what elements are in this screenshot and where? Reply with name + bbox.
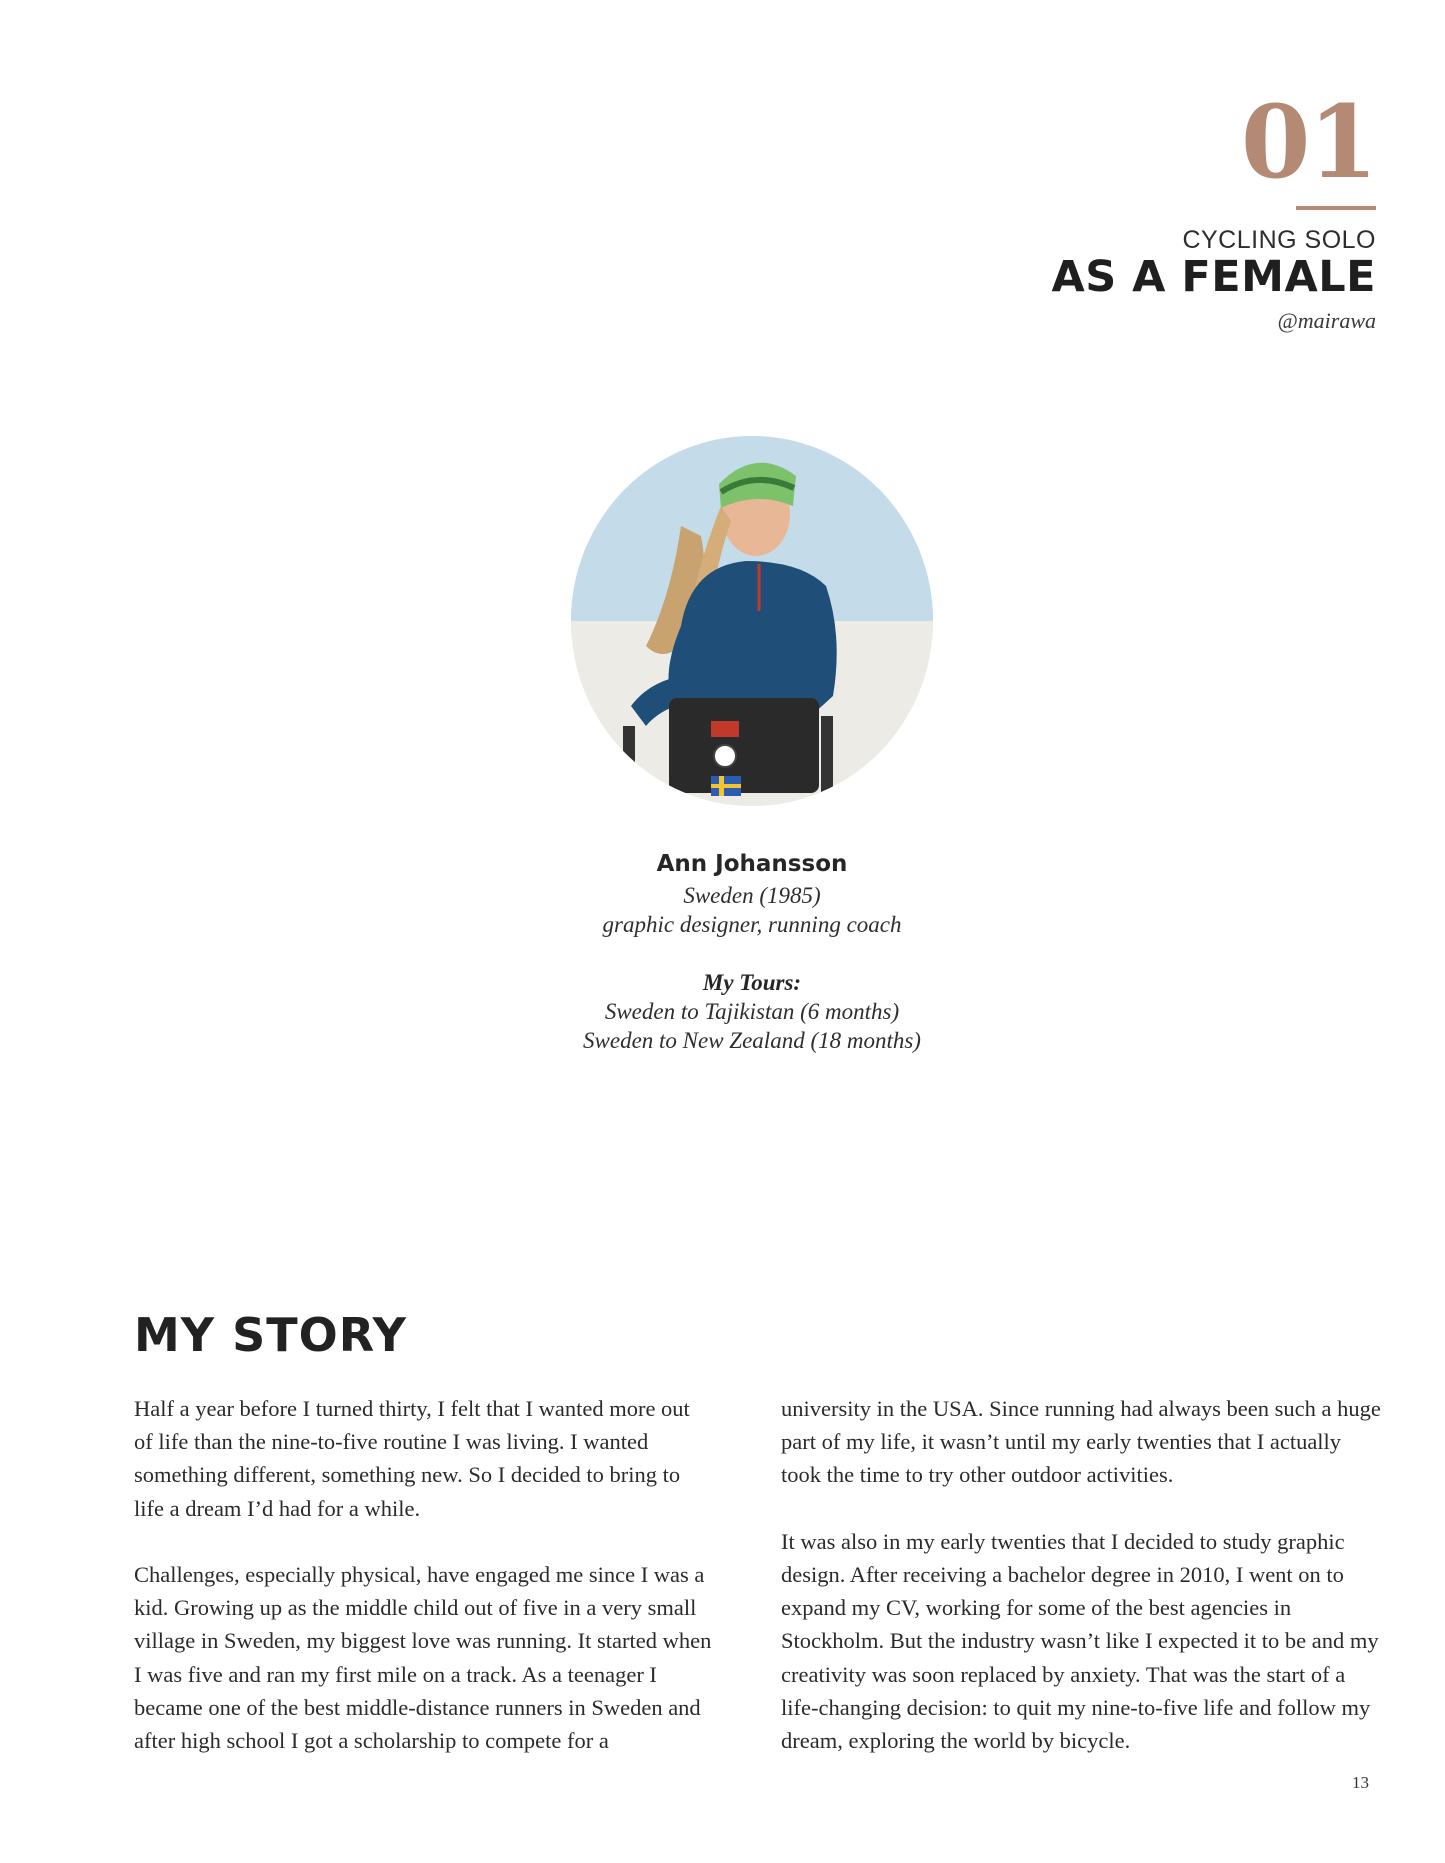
chapter-accent-rule xyxy=(1296,206,1376,210)
story-column-left xyxy=(134,1392,714,1757)
author-portrait xyxy=(571,436,933,806)
tour-item: Sweden to Tajikistan (6 months) xyxy=(604,999,900,1024)
tour-item: Sweden to New Zealand (18 months) xyxy=(583,1028,921,1053)
portrait-illustration xyxy=(571,436,933,806)
story-paragraph: It was also in my early twenties that I decided to study graphic design. After receiving a bachelor degree in 2010, I went on to expand my CV, working for some of the best agencies in Stockholm. But the industry wasn’t like I expected it to be and my creativity was soon replaced by anxiety. That was the start of a life-changing decision: to quit my nine-to-five life and follow my dream, exploring the world by bicycle. xyxy=(781,1528,1379,1754)
story-heading: MY STORY xyxy=(134,1308,407,1362)
chapter-number: 01 xyxy=(1240,83,1376,201)
author-profile xyxy=(472,847,1032,1055)
chapter-headline: AS A FEMALE xyxy=(1051,252,1376,302)
story-paragraph: university in the USA. Since running had always been such a huge part of my life, it wasn’t until my early twenties that I actually took the time to try other outdoor activities. xyxy=(781,1396,1381,1488)
tours-title: My Tours: xyxy=(702,970,802,995)
story-column-right xyxy=(781,1392,1381,1757)
author-name: Ann Johansson xyxy=(656,851,848,877)
author-occupation: graphic designer, running coach xyxy=(602,912,902,937)
page-number: 13 xyxy=(1352,1773,1369,1792)
author-origin: Sweden (1985) xyxy=(683,883,821,908)
chapter-kicker: CYCLING SOLO xyxy=(1182,226,1376,254)
story-paragraph: Challenges, especially physical, have engaged me since I was a kid. Growing up as the middle child out of five in a very small village in Sweden, my biggest love was running. It started when I was five and ran my first mile on a track. As a teenager I became one of the best middle-distance runners in Sweden and after high school I got a scholarship to compete for a xyxy=(134,1562,712,1754)
author-handle: @mairawa xyxy=(1277,308,1376,333)
story-paragraph: Half a year before I turned thirty, I felt that I wanted more out of life than the nine-to-five routine I was living. I wanted something different, something new. So I decided to bring to life a dream I’d had for a while. xyxy=(134,1396,690,1521)
